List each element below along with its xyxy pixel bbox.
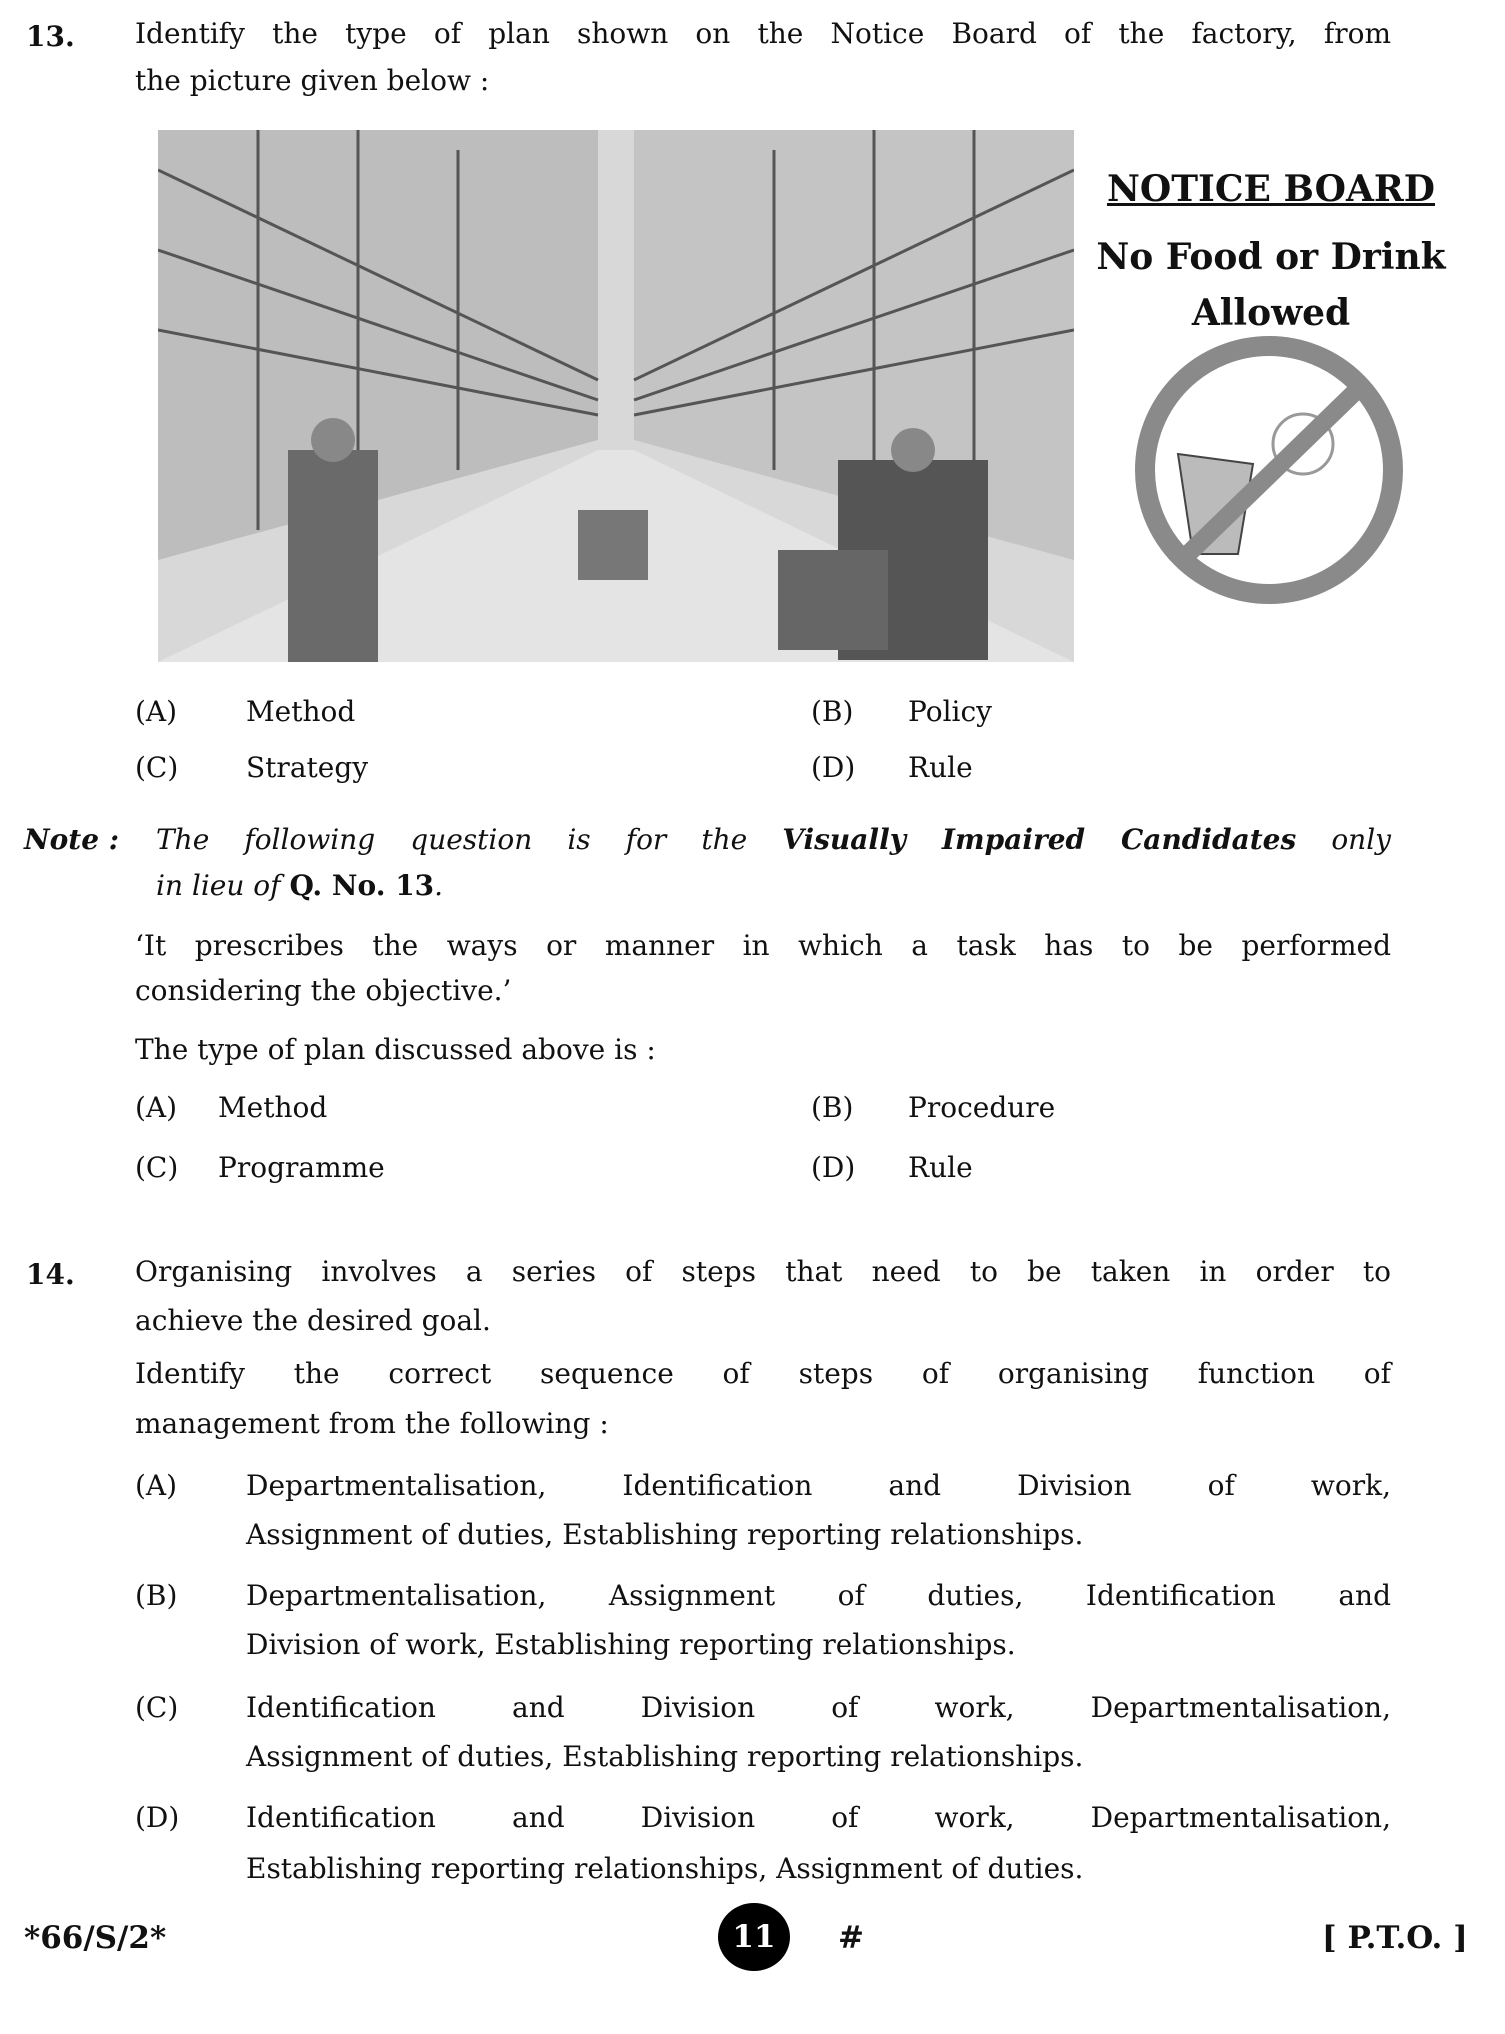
factory-photo xyxy=(158,130,1074,662)
notice-board-text: Allowed xyxy=(1191,292,1351,334)
option-label: (B) xyxy=(811,695,854,728)
note-text: The following question is for the Visually Impaired Candidates only xyxy=(156,823,1391,856)
question-text: considering the objective.’ xyxy=(135,974,512,1007)
no-food-or-drink-icon xyxy=(1128,334,1410,606)
question-text: Organising involves a series of steps that need to be taken in order to xyxy=(135,1255,1391,1288)
option-text: Policy xyxy=(908,695,992,728)
option-label: (B) xyxy=(811,1091,854,1124)
question-number: 14. xyxy=(26,1258,75,1291)
option-label: (B) xyxy=(135,1579,178,1612)
option-text: Method xyxy=(246,695,356,728)
question-text: Identify the type of plan shown on the Notice Board of the factory, from xyxy=(135,17,1391,50)
option-text: Method xyxy=(218,1091,328,1124)
option-text: Rule xyxy=(908,1151,973,1184)
option-text: Rule xyxy=(908,751,973,784)
page-number: 11 xyxy=(718,1903,790,1971)
note-text: in lieu of Q. No. 13. xyxy=(156,869,444,902)
question-text: achieve the desired goal. xyxy=(135,1304,491,1337)
option-text: Programme xyxy=(218,1151,385,1184)
option-label: (D) xyxy=(811,1151,856,1184)
option-label: (C) xyxy=(135,751,179,784)
option-text: Procedure xyxy=(908,1091,1056,1124)
paper-code: *66/S/2* xyxy=(24,1920,167,1956)
option-text: Assignment of duties, Establishing reporting relationships. xyxy=(246,1518,1084,1551)
question-text: management from the following : xyxy=(135,1407,609,1440)
option-label: (A) xyxy=(135,1469,178,1502)
note-label: Note : xyxy=(24,823,120,856)
option-label: (A) xyxy=(135,1091,178,1124)
question-number: 13. xyxy=(26,20,75,53)
notice-board-title: NOTICE BOARD xyxy=(1106,168,1436,210)
option-label: (D) xyxy=(135,1801,180,1834)
pto-label: [ P.T.O. ] xyxy=(1322,1920,1468,1956)
question-text: the picture given below : xyxy=(135,64,490,97)
option-label: (C) xyxy=(135,1691,179,1724)
option-label: (D) xyxy=(811,751,856,784)
option-text: Departmentalisation, Assignment of duties, Identification and xyxy=(246,1579,1391,1612)
option-text: Division of work, Establishing reporting relationships. xyxy=(246,1628,1016,1661)
question-text: ‘It prescribes the ways or manner in which a task has to be performed xyxy=(135,929,1391,962)
option-text: Departmentalisation, Identification and Division of work, xyxy=(246,1469,1391,1502)
option-text: Strategy xyxy=(246,751,369,784)
option-text: Identification and Division of work, Departmentalisation, xyxy=(246,1691,1391,1724)
option-text: Assignment of duties, Establishing reporting relationships. xyxy=(246,1740,1084,1773)
option-label: (C) xyxy=(135,1151,179,1184)
option-text: Identification and Division of work, Departmentalisation, xyxy=(246,1801,1391,1834)
notice-board-text: No Food or Drink xyxy=(1096,236,1446,278)
hash-mark: # xyxy=(838,1920,864,1956)
option-text: Establishing reporting relationships, Assignment of duties. xyxy=(246,1852,1084,1885)
question-text: The type of plan discussed above is : xyxy=(135,1033,656,1066)
question-text: Identify the correct sequence of steps of organising function of xyxy=(135,1357,1391,1390)
option-label: (A) xyxy=(135,695,178,728)
